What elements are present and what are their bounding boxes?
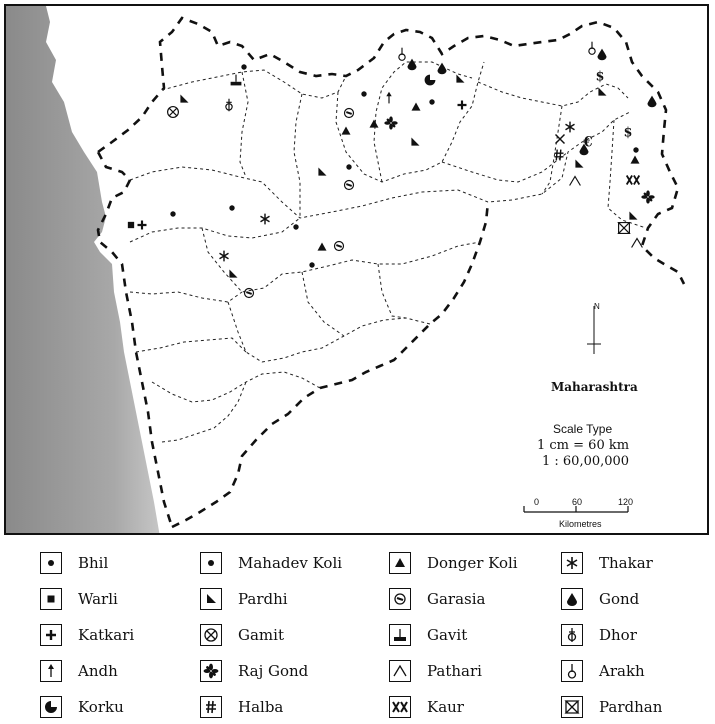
legend-item-arakh <box>561 658 645 684</box>
map-symbol-pathari <box>570 177 581 186</box>
legend-label: Gamit <box>238 626 284 644</box>
map-symbol-pardhi <box>629 212 637 220</box>
legend-item-warli <box>40 586 118 612</box>
svg-text:$: $ <box>595 68 605 84</box>
legend-label: Garasia <box>427 590 486 608</box>
legend-item-raj-gond <box>200 658 308 684</box>
map-symbol-bhil <box>346 164 351 169</box>
scale-ratio-number: 1 : 60,00,000 <box>542 454 630 469</box>
legend-label: Pardhan <box>599 698 663 716</box>
legend-item-garasia <box>389 586 485 612</box>
map-symbol-pardhi <box>598 88 606 96</box>
legend-item-gavit <box>389 622 467 648</box>
map-symbol-mahadev-koli <box>361 91 366 96</box>
legend-item-bhil <box>40 550 108 576</box>
legend-label: Kaur <box>427 698 464 716</box>
map-title: Maharashtra <box>551 380 638 394</box>
legend-item-gamit <box>200 622 284 648</box>
hash-icon <box>200 696 222 718</box>
caret-icon <box>389 660 411 682</box>
map-symbol-kaur <box>556 135 565 144</box>
pardhi-icon <box>200 588 222 610</box>
legend-label: Bhil <box>78 554 109 572</box>
north-label: N <box>594 302 600 311</box>
triangle-icon <box>389 552 411 574</box>
square-icon <box>40 588 62 610</box>
map-symbol-dhor <box>226 99 232 112</box>
legend-item-mahadev-koli <box>200 550 342 576</box>
hourglass-icon <box>561 696 583 718</box>
map-symbol-kaur <box>627 176 640 185</box>
map-symbol-pardhi <box>411 138 419 146</box>
circle-slash-icon <box>389 588 411 610</box>
plus-icon <box>40 624 62 646</box>
legend-label: Thakar <box>599 554 653 572</box>
legend-item-pardhan <box>561 694 662 720</box>
scale-tick-120: 120 <box>618 497 634 507</box>
map-symbol-arakh <box>589 42 595 55</box>
map-symbol-donger-koli <box>318 243 327 251</box>
map-symbol-mahadev-koli <box>229 205 234 210</box>
legend-label: Katkari <box>78 626 135 644</box>
svg-text:$: $ <box>623 124 633 140</box>
map-symbol-garasia <box>345 181 354 190</box>
legend-item-donger-koli <box>389 550 518 576</box>
map-frame <box>4 4 709 535</box>
map-symbol-pardhi <box>575 160 583 168</box>
gavit-icon <box>389 624 411 646</box>
map-symbol-thakar <box>220 251 229 262</box>
map-symbol-raj-gond <box>384 116 397 129</box>
double-x-icon <box>389 696 411 718</box>
drop-icon <box>561 588 583 610</box>
legend-item-gond <box>561 586 639 612</box>
map-symbol-donger-koli <box>631 156 640 164</box>
scale-tick-60: 60 <box>572 497 583 507</box>
map-symbol-pardhan <box>624 125 633 140</box>
map-symbol-gond <box>438 63 447 75</box>
map-symbol-bhil <box>241 64 246 69</box>
arrow-up-icon <box>40 660 62 682</box>
map-symbol-pardhan <box>596 69 605 84</box>
map-symbol-pathari <box>632 239 643 248</box>
map-symbol-bhil <box>309 262 314 267</box>
map-symbol-katkari <box>458 101 467 110</box>
map-symbol-pardhi <box>229 270 237 278</box>
map-symbol-donger-koli <box>342 127 351 135</box>
map-symbol-warli <box>128 222 134 228</box>
korku-icon <box>40 696 62 718</box>
legend-label: Pathari <box>427 662 482 680</box>
map-symbol-andh <box>386 92 391 104</box>
legend-label: Gond <box>599 590 640 608</box>
map-symbol-thakar <box>261 214 270 225</box>
scale-tick-0: 0 <box>534 497 540 507</box>
scale-unit: Kilometres <box>559 519 602 529</box>
scale-ratio-cm: 1 cm = 60 km <box>537 438 630 453</box>
legend-label: Dhor <box>599 626 637 644</box>
map-symbol-bhil <box>293 224 298 229</box>
legend <box>0 540 715 724</box>
dhor-icon <box>561 624 583 646</box>
circle-x-icon <box>200 624 222 646</box>
map-symbol-bhil <box>429 99 434 104</box>
dot-icon <box>200 552 222 574</box>
map-symbol-korku <box>425 75 436 86</box>
map-symbol-katkari <box>138 221 147 230</box>
map-symbol-pardhan <box>619 223 630 234</box>
map-symbol-gond <box>648 96 657 108</box>
legend-item-korku <box>40 694 124 720</box>
legend-item-kaur <box>389 694 464 720</box>
legend-label: Korku <box>78 698 124 716</box>
legend-label: Pardhi <box>238 590 288 608</box>
map-symbol-gavit <box>231 75 242 86</box>
map-symbol-gamit <box>168 107 179 118</box>
legend-label: Halba <box>238 698 284 716</box>
legend-label: Warli <box>78 590 118 608</box>
map-symbol-garasia <box>335 242 344 251</box>
legend-item-thakar <box>561 550 653 576</box>
map-symbol-pardhi <box>180 95 188 103</box>
sea-area <box>6 6 160 535</box>
map-symbol-gond <box>408 59 417 71</box>
legend-label: Mahadev Koli <box>238 554 343 572</box>
map-symbol-garasia <box>345 109 354 118</box>
legend-item-pathari <box>389 658 482 684</box>
map-symbol-pardhi <box>456 75 464 83</box>
legend-label: Andh <box>78 662 118 680</box>
legend-label: Donger Koli <box>427 554 518 572</box>
map-symbol-arakh <box>399 48 405 61</box>
map-symbol-pardhi <box>318 168 326 176</box>
map-symbol-bhil <box>170 211 175 216</box>
map-symbol-bhil <box>633 147 638 152</box>
dot-icon <box>40 552 62 574</box>
svg-text:€: € <box>583 134 593 151</box>
star-icon <box>561 552 583 574</box>
map-symbol-raj-gond <box>641 190 654 203</box>
legend-label: Raj Gond <box>238 662 309 680</box>
legend-item-katkari <box>40 622 134 648</box>
legend-label: Gavit <box>427 626 468 644</box>
map-symbol-gond <box>598 49 607 61</box>
legend-item-pardhi <box>200 586 288 612</box>
map-symbol-garasia <box>245 289 254 298</box>
arakh-icon <box>561 660 583 682</box>
scale-type-label: Scale Type <box>553 422 613 436</box>
legend-item-andh <box>40 658 118 684</box>
map-symbol-donger-koli <box>412 103 421 111</box>
map-symbol-donger-koli <box>370 120 379 128</box>
legend-item-dhor <box>561 622 637 648</box>
map-symbol-thakar <box>566 122 575 133</box>
north-arrow <box>587 306 601 354</box>
legend-label: Arakh <box>599 662 645 680</box>
raj-gond-icon <box>200 660 222 682</box>
legend-item-halba <box>200 694 283 720</box>
map-symbol-pardhan <box>582 135 592 151</box>
